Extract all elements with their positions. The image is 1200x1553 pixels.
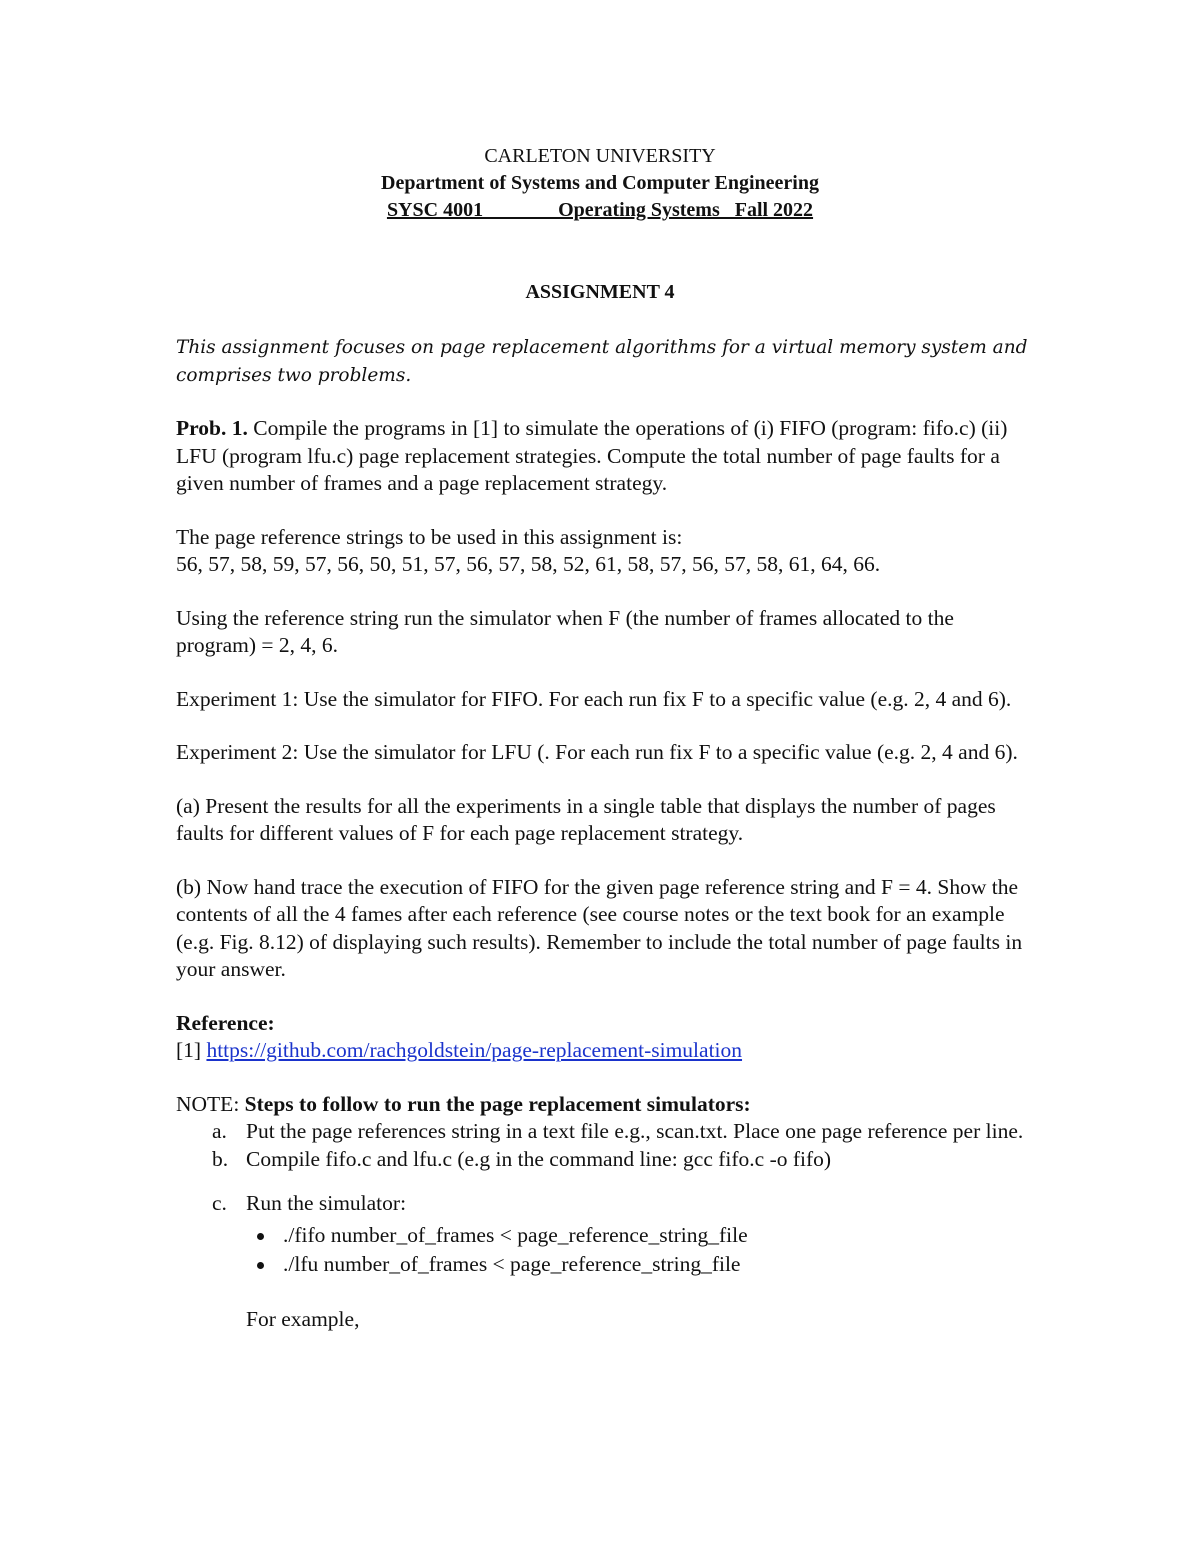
experiment-2-paragraph: Experiment 2: Use the simulator for LFU (. For each run fix F to a specific value (e.g. 2, 4 and 6). (176, 740, 1018, 764)
command-item (246, 1222, 1036, 1250)
list-item (176, 1190, 1036, 1333)
reference-strings-intro: The page reference strings to be used in this assignment is: (176, 524, 683, 549)
command-text: ./fifo number_of_frames < page_reference_string_file (283, 1222, 748, 1247)
command-list (246, 1222, 1036, 1279)
experiment-1-paragraph: Experiment 1: Use the simulator for FIFO. For each run fix F to a specific value (e.g. 2, 4 and 6). (176, 686, 1012, 711)
note-heading (176, 1091, 1036, 1119)
department-name: Department of Systems and Computer Engineering (381, 172, 819, 194)
reference-heading: Reference: (176, 1010, 275, 1035)
step-text: Compile fifo.c and lfu.c (e.g in the command line: gcc fifo.c -o fifo) (246, 1146, 832, 1171)
list-marker: a. (212, 1119, 227, 1143)
intro-paragraph: This assignment focuses on page replacement algorithms for a virtual memory system and comprises two problems. (176, 337, 1028, 386)
list-marker: b. (212, 1146, 229, 1171)
note-title: Steps to follow to run the page replacement simulators: (244, 1091, 751, 1116)
reference-index: [1] (176, 1038, 207, 1062)
frames-paragraph: Using the reference string run the simulator when F (the number of frames allocated to the program) = 2, 4, 6. (176, 605, 954, 657)
list-marker: c. (212, 1191, 227, 1215)
document-header (0, 143, 1200, 224)
part-b-paragraph: (b) Now hand trace the execution of FIFO for the given page reference string and F = 4. Show the contents of all the 4 fames after each reference (see course notes or the text book for an example (e.g. Fig. 8.12) of displaying such results). Remember to include the total number of page faults in your answer. (176, 874, 1023, 981)
command-text: ./lfu number_of_frames < page_reference_string_file (283, 1252, 741, 1276)
steps-list (176, 1118, 1036, 1333)
assignment-title: ASSIGNMENT 4 (525, 281, 675, 303)
problem-1-label: Prob. 1. (176, 416, 248, 440)
document-body (176, 334, 1036, 1333)
step-text: Run the simulator: (246, 1191, 407, 1215)
university-name: CARLETON UNIVERSITY (484, 145, 716, 167)
reference-strings-values: 56, 57, 58, 59, 57, 56, 50, 51, 57, 56, 57, 58, 52, 61, 58, 57, 56, 57, 58, 61, 64, 66. (176, 552, 881, 576)
example-text: For example, (246, 1306, 360, 1331)
reference-section (176, 1010, 1036, 1065)
command-item (246, 1251, 1036, 1279)
reference-strings-paragraph (176, 524, 1036, 579)
course-line: SYSC 4001 Operating Systems Fall 2022 (386, 199, 814, 221)
list-item (176, 1118, 1036, 1146)
step-text: Put the page references string in a text file e.g., scan.txt. Place one page reference per line. (246, 1119, 1024, 1143)
note-prefix: NOTE: (176, 1091, 245, 1116)
problem-1-paragraph (176, 415, 1036, 498)
part-a-paragraph: (a) Present the results for all the experiments in a single table that displays the number of pages faults for different values of F for each page replacement strategy. (176, 793, 996, 845)
list-item (176, 1146, 1036, 1174)
note-section (176, 1091, 1036, 1334)
problem-1-text: Compile the programs in [1] to simulate the operations of (i) FIFO (program: fifo.c) (ii) LFU (program lfu.c) page replacement strategies. Compute the total number of page faults for a given number of frames and a page replacement strategy. (176, 416, 1008, 495)
bullet-icon (257, 1233, 264, 1240)
reference-link[interactable]: https://github.com/rachgoldstein/page-replacement-simulation (206, 1038, 743, 1062)
bullet-icon (257, 1262, 264, 1269)
